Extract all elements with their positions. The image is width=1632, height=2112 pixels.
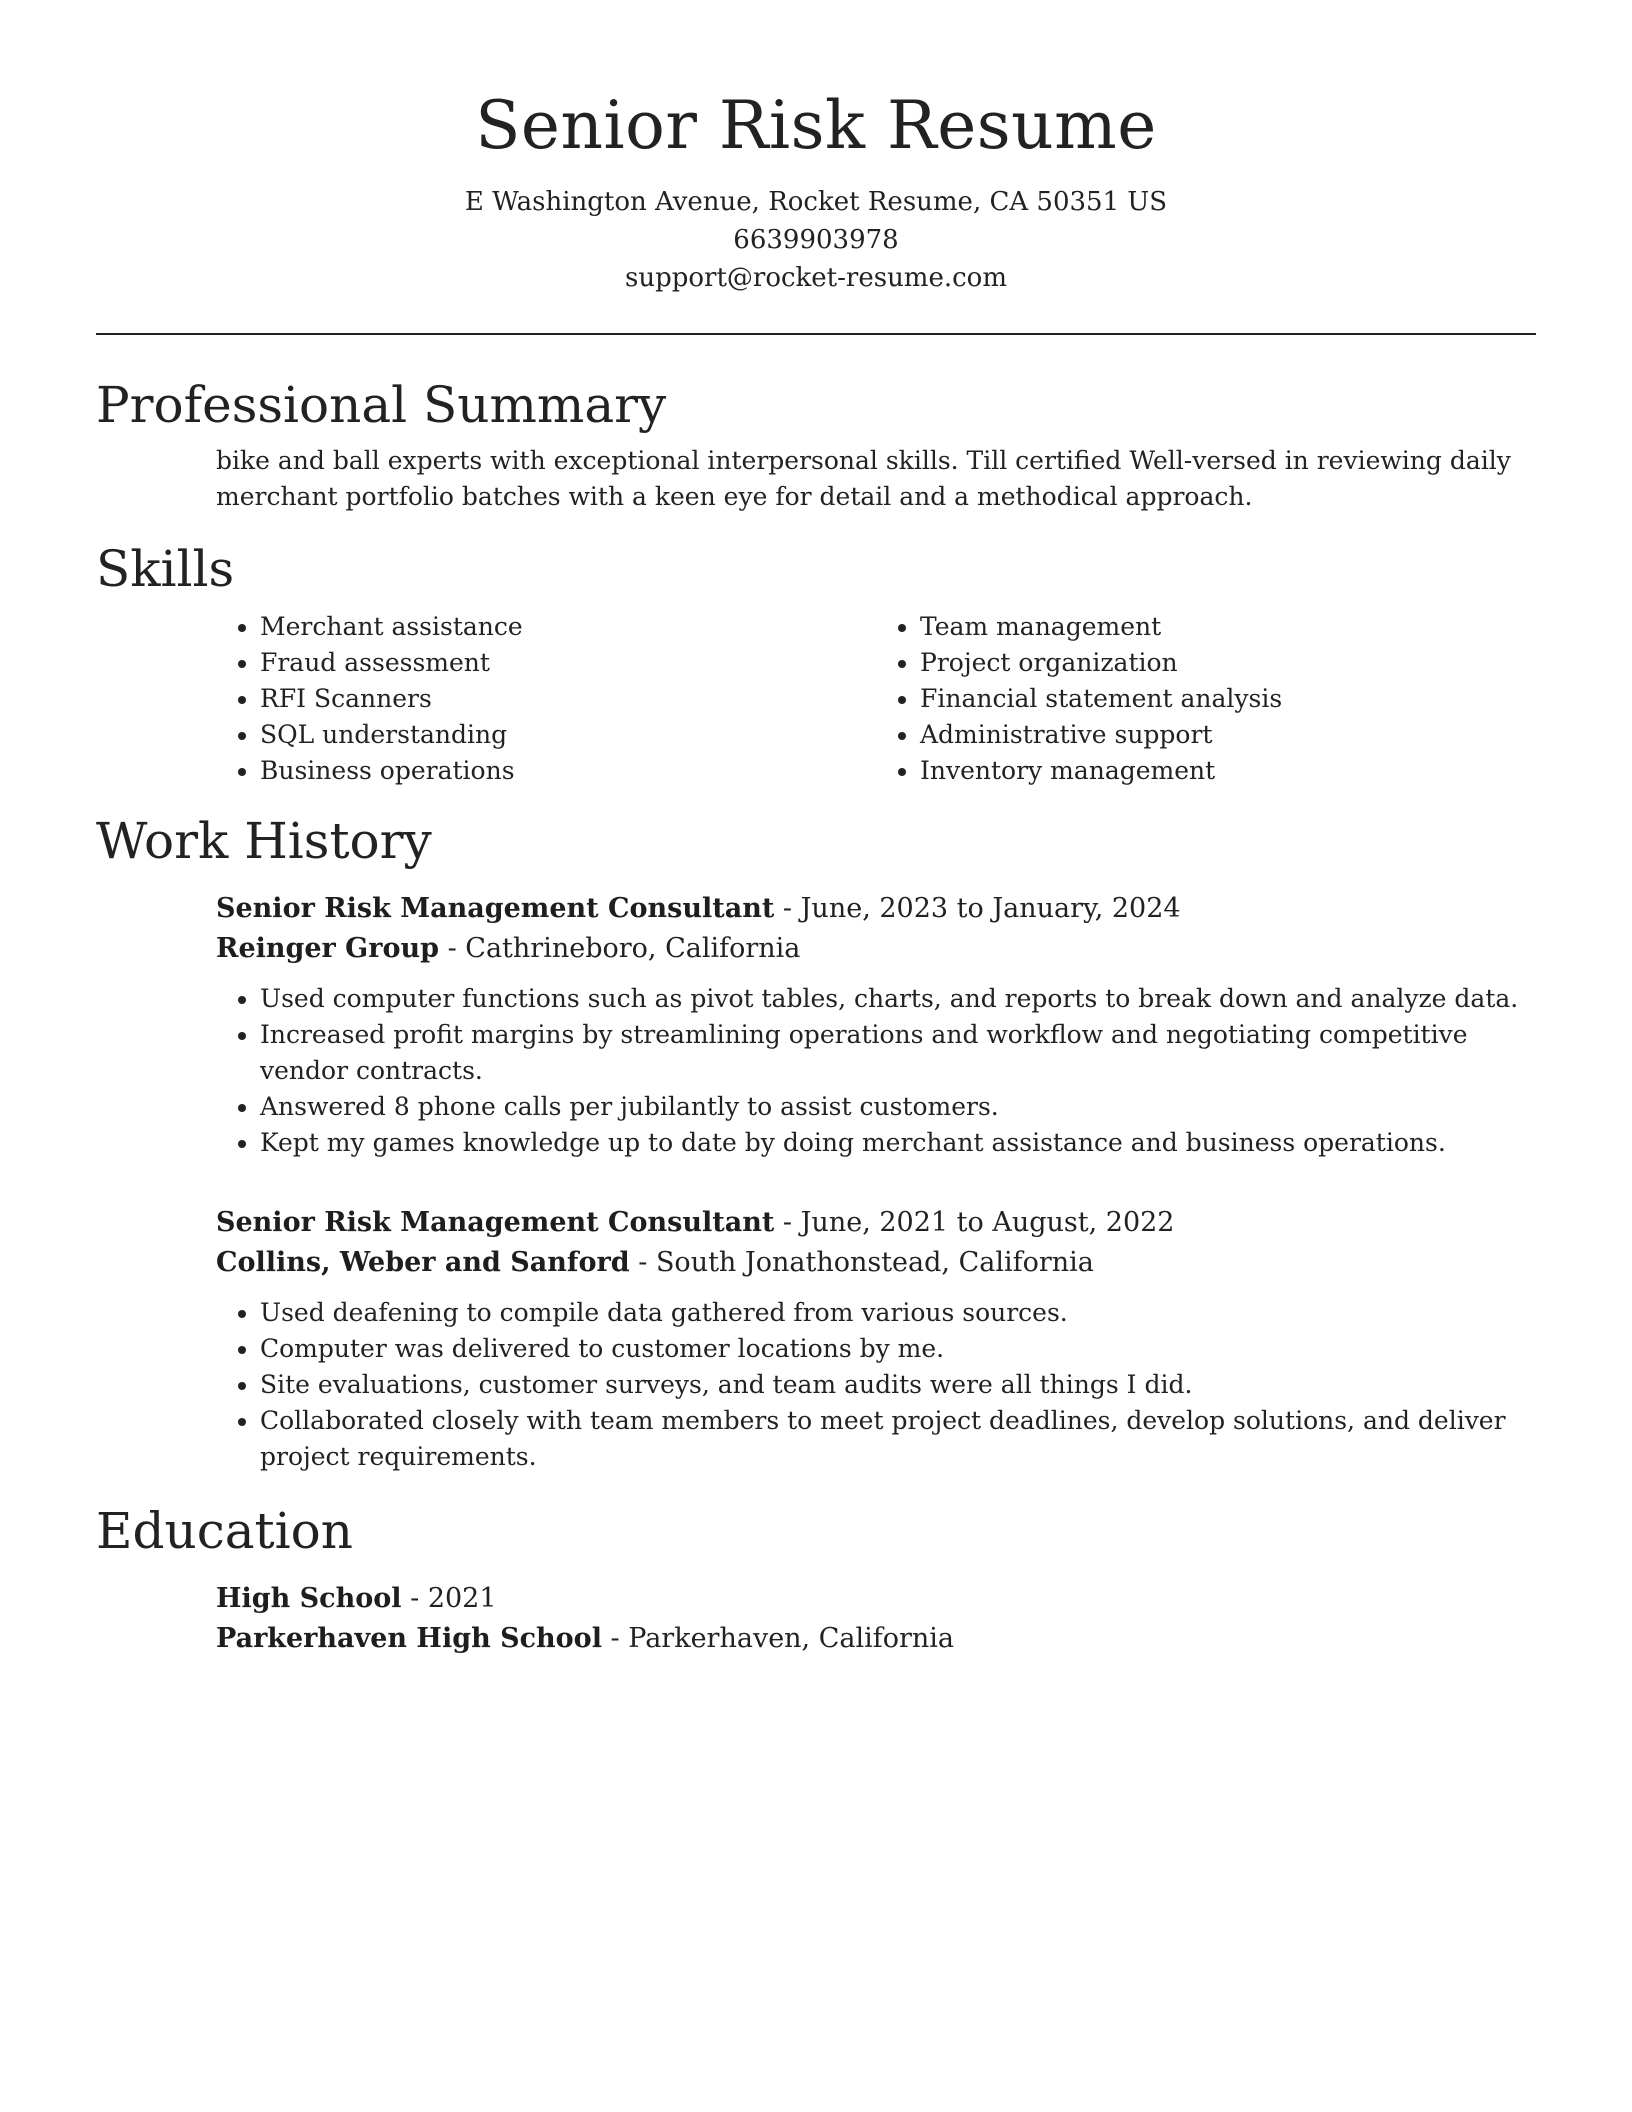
job-company-line: [216, 929, 1536, 969]
skill-item: • SQL understanding: [260, 717, 876, 753]
education-entry: [216, 1579, 1536, 1659]
education-year: 2021: [427, 1583, 497, 1615]
job-bullet: • Increased profit margins by streamlining operations and workflow and negotiating competitive vendor contracts.: [260, 1017, 1536, 1089]
education-degree: High School: [216, 1583, 402, 1615]
skills-section: [96, 539, 1536, 789]
job-dates: June, 2023 to January, 2024: [800, 893, 1181, 925]
skill-item: • Fraud assessment: [260, 645, 876, 681]
header-divider: [96, 333, 1536, 335]
work-history-section: [96, 811, 1536, 1475]
work-history-body: [96, 889, 1536, 1475]
job-bullet: • Used deafening to compile data gathered from various sources.: [260, 1295, 1536, 1331]
skill-item: • Project organization: [920, 645, 1536, 681]
summary-text: bike and ball experts with exceptional interpersonal skills. Till certified Well-versed in reviewing daily merchant portfolio batches with a keen eye for detail and a methodical approach.: [216, 446, 1511, 512]
resume-header: [96, 0, 1536, 297]
education-location: Parkerhaven, California: [628, 1623, 955, 1655]
job-company-line: [216, 1243, 1536, 1283]
education-school: Parkerhaven High School: [216, 1623, 602, 1655]
job-title-line: [216, 889, 1536, 929]
separator: -: [774, 1207, 801, 1239]
job-bullet: • Collaborated closely with team members to meet project deadlines, develop solutions, and deliver project requirements.: [260, 1403, 1536, 1475]
skill-item: • Merchant assistance: [260, 609, 876, 645]
job-bullets: [216, 981, 1536, 1161]
job-entry: [216, 889, 1536, 1161]
contact-phone: 6639903978: [733, 225, 899, 256]
summary-title: Professional Summary: [96, 376, 667, 435]
education-section: [96, 1501, 1536, 1659]
job-location: Cathrineboro, California: [465, 933, 801, 965]
job-bullet: • Computer was delivered to customer locations by me.: [260, 1331, 1536, 1367]
skills-title: Skills: [96, 540, 235, 599]
job-bullets: [216, 1295, 1536, 1475]
separator: -: [774, 893, 801, 925]
education-body: [96, 1579, 1536, 1659]
skills-column-left: [216, 609, 876, 789]
summary-body: [96, 443, 1536, 515]
job-entry: [216, 1203, 1536, 1475]
skill-item: • Inventory management: [920, 753, 1536, 789]
job-location: South Jonathonstead, California: [655, 1247, 1094, 1279]
education-degree-line: [216, 1579, 1536, 1619]
separator: -: [629, 1247, 656, 1279]
skills-grid: [216, 609, 1536, 789]
work-history-title: Work History: [96, 812, 432, 871]
skill-item: • Administrative support: [920, 717, 1536, 753]
job-position: Senior Risk Management Consultant: [216, 1207, 775, 1239]
separator: -: [439, 933, 466, 965]
education-title: Education: [96, 1502, 353, 1561]
contact-block: [96, 183, 1536, 297]
skills-body: [96, 609, 1536, 789]
job-company: Collins, Weber and Sanford: [216, 1247, 630, 1279]
skill-item: • Business operations: [260, 753, 876, 789]
skills-column-right: [876, 609, 1536, 789]
job-company: Reinger Group: [216, 933, 439, 965]
skill-item: • Team management: [920, 609, 1536, 645]
job-bullet: • Used computer functions such as pivot tables, charts, and reports to break down and analyze data.: [260, 981, 1536, 1017]
job-dates: June, 2021 to August, 2022: [800, 1207, 1175, 1239]
resume-name: Senior Risk Resume: [475, 87, 1157, 164]
contact-address: E Washington Avenue, Rocket Resume, CA 50351 US: [464, 187, 1168, 218]
job-position: Senior Risk Management Consultant: [216, 893, 775, 925]
job-bullet: • Kept my games knowledge up to date by doing merchant assistance and business operations.: [260, 1125, 1536, 1161]
job-bullet: • Answered 8 phone calls per jubilantly to assist customers.: [260, 1089, 1536, 1125]
skill-item: • Financial statement analysis: [920, 681, 1536, 717]
skill-item: • RFI Scanners: [260, 681, 876, 717]
summary-section: [96, 375, 1536, 515]
job-title-line: [216, 1203, 1536, 1243]
contact-email: support@rocket-resume.com: [624, 263, 1007, 294]
education-school-line: [216, 1619, 1536, 1659]
separator: -: [601, 1623, 629, 1655]
separator: -: [401, 1583, 428, 1615]
job-bullet: • Site evaluations, customer surveys, and team audits were all things I did.: [260, 1367, 1536, 1403]
